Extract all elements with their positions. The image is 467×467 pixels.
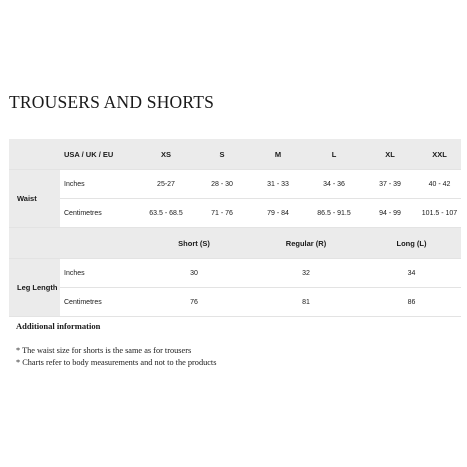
table-row (9, 170, 461, 199)
table-cell: 25-27 (138, 170, 194, 199)
list-item: * The waist size for shorts is the same as for trousers (16, 346, 192, 355)
table-row (9, 199, 461, 228)
table-cell: 37 - 39 (362, 170, 418, 199)
table-cell: 34 (362, 259, 461, 288)
table-cell: 101.5 - 107 (418, 199, 461, 228)
table-cell: 30 (138, 259, 250, 288)
size-m-header: M (250, 139, 306, 170)
table-cell: 94 - 99 (362, 199, 418, 228)
unit-label: Inches (60, 259, 138, 288)
table-cell: 86.5 - 91.5 (306, 199, 362, 228)
table-row (9, 288, 461, 317)
additional-info-notes (16, 345, 216, 368)
size-xl-header: XL (362, 139, 418, 170)
unit-label: Inches (60, 170, 138, 199)
size-l-header: L (306, 139, 362, 170)
unit-label: Centimetres (60, 288, 138, 317)
header-blank (60, 228, 138, 259)
table-cell: 32 (250, 259, 362, 288)
table-cell: 76 (138, 288, 250, 317)
length-short-header: Short (S) (138, 228, 250, 259)
leg-length-section-label: Leg Length (9, 259, 60, 317)
header-corner (9, 139, 60, 170)
waist-section-label: Waist (9, 170, 60, 228)
table-cell: 81 (250, 288, 362, 317)
table-cell: 63.5 - 68.5 (138, 199, 194, 228)
header-corner (9, 228, 60, 259)
table-cell: 31 - 33 (250, 170, 306, 199)
additional-info-title: Additional information (16, 321, 101, 331)
table-cell: 40 - 42 (418, 170, 461, 199)
page-title: TROUSERS AND SHORTS (9, 92, 215, 112)
size-xs-header: XS (138, 139, 194, 170)
table-cell: 79 - 84 (250, 199, 306, 228)
list-item: * Charts refer to body measurements and not to the products (16, 357, 217, 367)
table-row (9, 259, 461, 288)
length-regular-header: Regular (R) (250, 228, 362, 259)
table-cell: 34 - 36 (306, 170, 362, 199)
size-region-label: USA / UK / EU (60, 139, 138, 170)
size-chart-table (9, 139, 461, 317)
table-cell: 86 (362, 288, 461, 317)
table-cell: 71 - 76 (194, 199, 250, 228)
waist-header-row (9, 139, 461, 170)
size-xxl-header: XXL (418, 139, 461, 170)
leg-length-header-row (9, 228, 461, 259)
length-long-header: Long (L) (362, 228, 461, 259)
table-cell: 28 - 30 (194, 170, 250, 199)
unit-label: Centimetres (60, 199, 138, 228)
size-s-header: S (194, 139, 250, 170)
